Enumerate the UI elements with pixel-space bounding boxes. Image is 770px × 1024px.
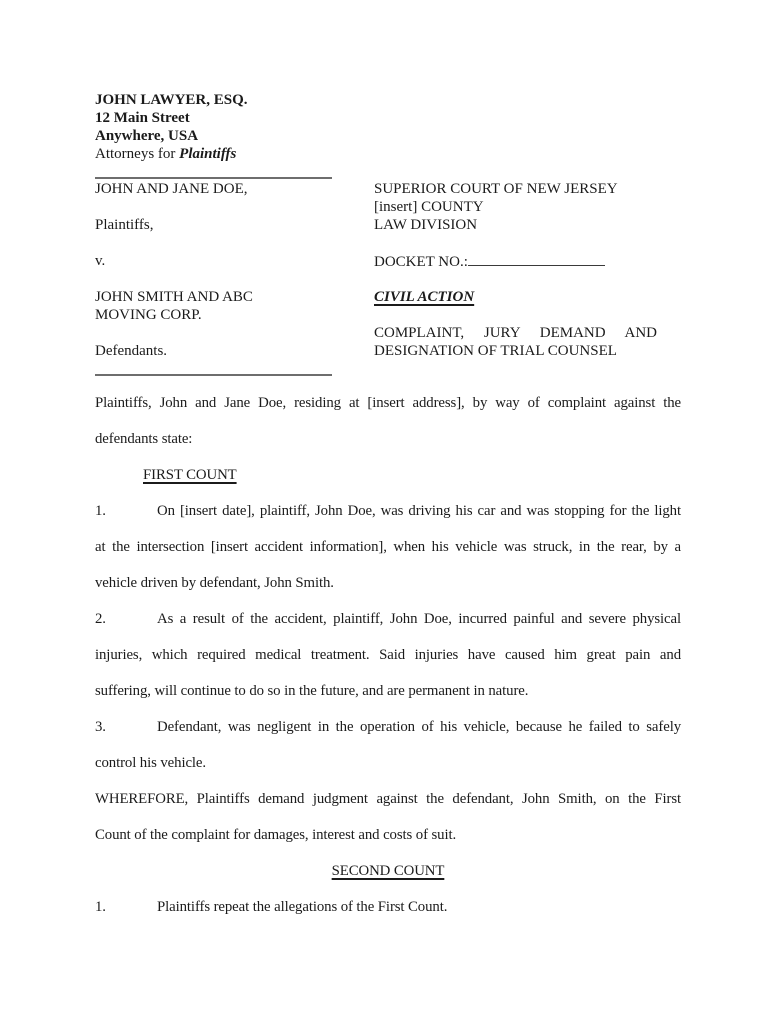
paragraph-number: 3. (95, 719, 106, 735)
court-name: SUPERIOR COURT OF NEW JERSEY (374, 181, 618, 197)
paragraph-1-line: at the intersection [insert accident information], when his vehicle was struck, in the rear, by a (95, 539, 681, 555)
attorneys-for-party: Plaintiffs (179, 146, 237, 162)
paragraph-text: On [insert date], plaintiff, John Doe, was driving his car and was stopping for the light (157, 503, 681, 519)
defendant-names-line1: JOHN SMITH AND ABC (95, 289, 253, 305)
paragraph-text: Defendant, was negligent in the operation of his vehicle, because he failed to safely (157, 719, 681, 735)
attorney-name: JOHN LAWYER, ESQ. (95, 92, 248, 108)
paragraph-number: 1. (95, 899, 106, 915)
first-count-heading: FIRST COUNT (143, 467, 237, 483)
intro-line: Plaintiffs, John and Jane Doe, residing at [insert address], by way of complaint against the (95, 395, 681, 411)
attorney-block (95, 91, 248, 163)
plaintiff-names: JOHN AND JANE DOE, (95, 181, 248, 197)
paragraph-2-line: injuries, which required medical treatment. Said injuries have caused him great pain and (95, 647, 681, 663)
spacer (95, 234, 332, 252)
docket-label: DOCKET NO.: (374, 254, 468, 270)
paragraph-text: As a result of the accident, plaintiff, John Doe, incurred painful and severe physical (157, 611, 681, 627)
caption-parties-column (95, 180, 332, 360)
caption-court-column (374, 180, 657, 360)
wherefore-line: WHEREFORE, Plaintiffs demand judgment against the defendant, John Smith, on the First (95, 791, 681, 807)
action-type-line (374, 288, 657, 306)
paragraph-text: Plaintiffs repeat the allegations of the First Count. (157, 899, 448, 915)
spacer (95, 198, 332, 216)
paragraph-1-line: vehicle driven by defendant, John Smith. (95, 575, 334, 591)
paragraph-2-first-line (95, 601, 681, 637)
paragraph-1-first-line (95, 493, 681, 529)
second-count-heading: SECOND COUNT (331, 863, 445, 879)
attorney-city: Anywhere, USA (95, 128, 199, 144)
paragraph-2-line: suffering, will continue to do so in the future, and are permanent in nature. (95, 683, 529, 699)
case-caption (95, 180, 681, 360)
paragraph-3-first-line (95, 709, 681, 745)
versus: v. (95, 253, 106, 269)
attorney-street: 12 Main Street (95, 110, 190, 126)
attorneys-for-line (95, 145, 248, 163)
civil-action-label: CIVIL ACTION (374, 289, 475, 305)
pleading-title-line2: DESIGNATION OF TRIAL COUNSEL (374, 343, 617, 359)
pleading-body (95, 385, 681, 925)
second-count-paragraph-1 (95, 889, 681, 925)
caption-top-rule (95, 177, 332, 179)
pleading-title-line1: COMPLAINT, JURY DEMAND AND (374, 325, 657, 341)
docket-line (374, 252, 657, 270)
wherefore-line: Count of the complaint for damages, interest and costs of suit. (95, 827, 457, 843)
defendant-designation: Defendants. (95, 343, 168, 359)
defendant-names-line2: MOVING CORP. (95, 307, 202, 323)
paragraph-number: 1. (95, 503, 106, 519)
spacer (95, 270, 332, 288)
spacer (95, 324, 332, 342)
spacer (374, 306, 657, 324)
docket-number-blank (468, 252, 605, 266)
paragraph-number: 2. (95, 611, 106, 627)
caption-bottom-rule (95, 374, 332, 376)
paragraph-3-line: control his vehicle. (95, 755, 206, 771)
spacer (374, 270, 657, 288)
attorneys-for-prefix: Attorneys for (95, 146, 180, 162)
county-line: [insert] COUNTY (374, 199, 484, 215)
spacer (374, 234, 657, 252)
plaintiff-designation: Plaintiffs, (95, 217, 154, 233)
intro-line: defendants state: (95, 431, 193, 447)
division-line: LAW DIVISION (374, 217, 478, 233)
